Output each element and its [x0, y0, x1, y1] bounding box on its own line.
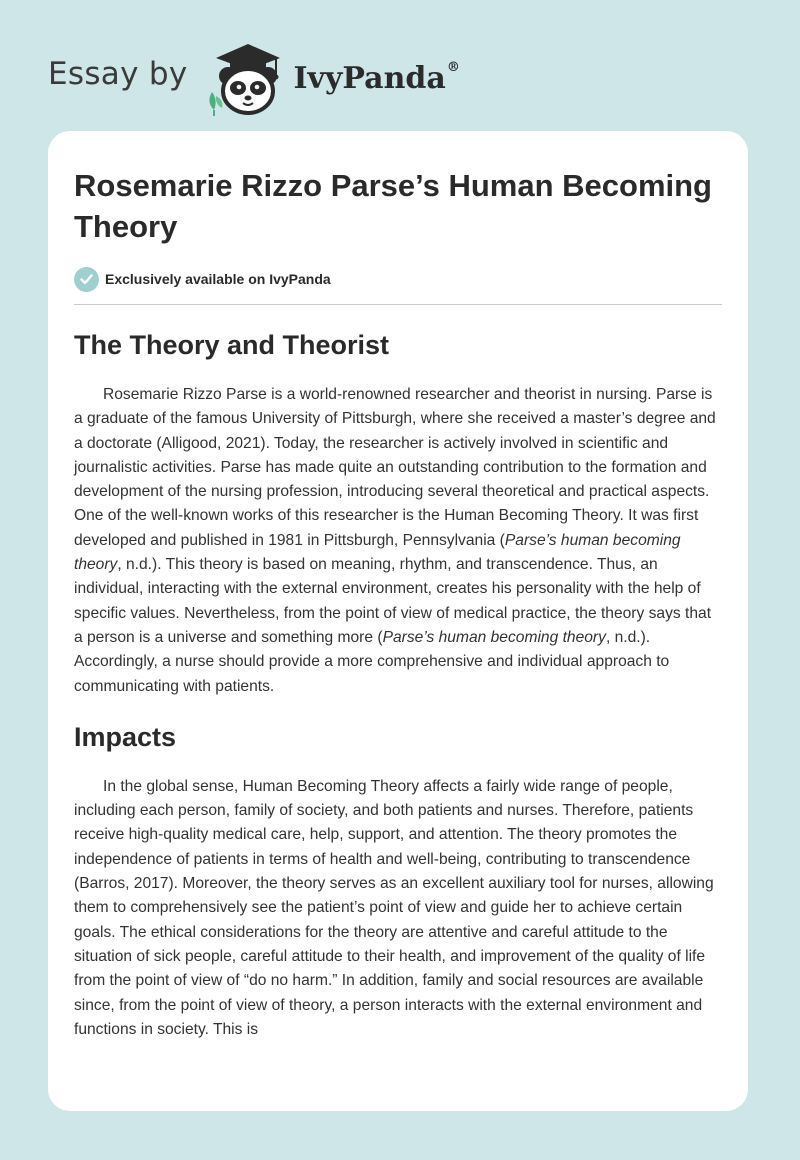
brand-name: IvyPanda® — [293, 59, 460, 96]
essay-by-label: Essay by — [48, 56, 188, 92]
section-paragraph-impacts: In the global sense, Human Becoming Theory affects a fairly wide range of people, including each person, family of society, and both patients and nurses. Therefore, patients receive high-quality medical care, help, support, and attention. The theory promotes the independence of patients in terms of health and well-being, contributing to transcendence (Barros, 2017). Moreover, the theory serves as an excellent auxiliary tool for nurses, allowing them to comprehensively see the patient’s point of view and guide her to achieve certain goals. The ethical considerations for the theory are attentive and careful attitude to the situation of sick people, careful attitude to their health, and improvement of the quality of life from the point of view of “do no harm.” In addition, family and social resources are available since, from the point of view of theory, a person interacts with the external environment and functions in society. This is — [74, 777, 714, 1038]
section-heading-impacts: Impacts — [74, 721, 177, 752]
site-header — [48, 36, 460, 116]
check-icon — [74, 267, 99, 292]
essay-title: Rosemarie Rizzo Parse’s Human Becoming Theory — [74, 168, 712, 244]
section-heading-theory: The Theory and Theorist — [74, 330, 390, 360]
ivypanda-logo[interactable] — [202, 36, 460, 116]
citation: Parse’s human becoming theory — [382, 628, 606, 646]
essay-card — [48, 131, 748, 1111]
registered-mark: ® — [446, 59, 460, 75]
panda-graduate-icon — [202, 36, 288, 116]
exclusive-badge — [74, 265, 722, 293]
exclusive-label: Exclusively available on IvyPanda — [105, 271, 331, 287]
divider — [74, 304, 722, 305]
section-paragraph-theory: Rosemarie Rizzo Parse is a world-renowned researcher and theorist in nursing. Parse is a graduate of the famous University of Pittsburgh, where she received a master’s degree and a doctorate (Alligood, 2021). Today, the researcher is actively involved in scientific and journalistic activities. Parse has made quite an outstanding contribution to the formation and development of the nursing profession, introducing several theoretical and practical aspects. One of the well-known works of this researcher is the Human Becoming Theory. It was first developed and published in 1981 in Pittsburgh, Pennsylvania (Parse’s human becoming theory, n.d.). This theory is based on meaning, rhythm, and transcendence. Thus, an individual, interacting with the external environment, creates his personality with the help of specific values. Nevertheless, from the point of view of medical practice, the theory says that a person is a universe and something more (Parse’s human becoming theory, n.d.). Accordingly, a nurse should provide a more comprehensive and individual approach to communicating with patients. — [74, 386, 716, 695]
citation: Parse’s human becoming theory — [74, 531, 681, 574]
